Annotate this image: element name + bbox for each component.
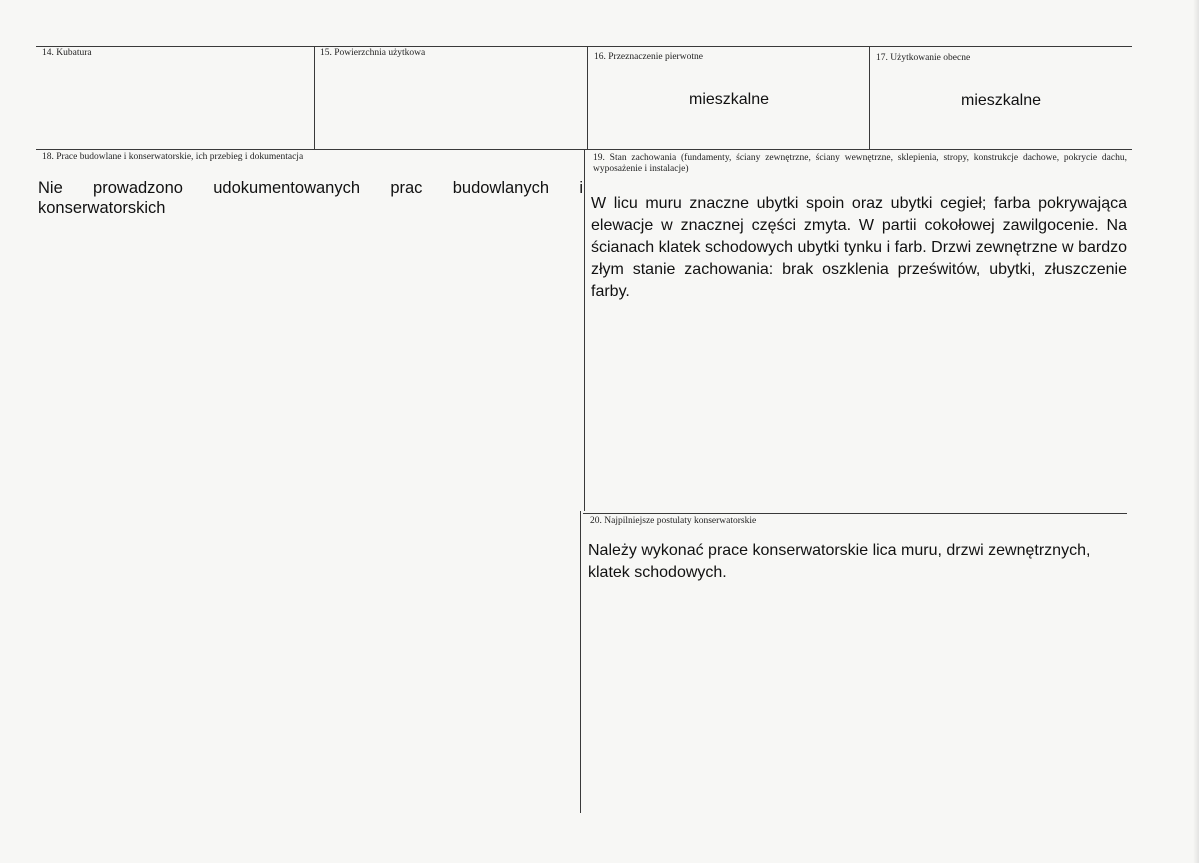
divider-16-17 bbox=[869, 46, 870, 150]
cell17-label: 17. Użytkowanie obecne bbox=[876, 53, 971, 63]
cell17-value: mieszkalne bbox=[960, 92, 1042, 109]
row1-top-rule bbox=[36, 46, 1132, 47]
divider-15-16 bbox=[587, 46, 588, 150]
cell19-label: 19. Stan zachowania (fundamenty, ściany zewnętrzne, ściany wewnętrzne, sklepienia, stropy, konstrukcje dachowe, pokrycie dachu, wyposażenie i instalacje) bbox=[593, 153, 1127, 174]
cell20-label: 20. Najpilniejsze postulaty konserwatorskie bbox=[590, 516, 757, 526]
scan-edge-shadow bbox=[1193, 0, 1199, 863]
cell18-value: Nie prowadzono udokumentowanych prac budowlanych i konserwatorskich bbox=[38, 179, 583, 217]
divider-18-19 bbox=[584, 149, 585, 511]
cell14-label: 14. Kubatura bbox=[42, 48, 92, 58]
cell15-label: 15. Powierzchnia użytkowa bbox=[320, 48, 426, 58]
cell16-value: mieszkalne bbox=[688, 91, 770, 108]
divider-18-20 bbox=[580, 511, 581, 813]
cell16-label: 16. Przeznaczenie pierwotne bbox=[594, 52, 703, 62]
cell20-value: Należy wykonać prace konserwatorskie lica muru, drzwi zewnętrznych, klatek schodowych. bbox=[588, 542, 1091, 581]
cell18-label: 18. Prace budowlane i konserwatorskie, ich przebieg i dokumentacja bbox=[42, 152, 304, 162]
cell19-value: W licu muru znaczne ubytki spoin oraz ubytki cegieł; farba pokrywająca elewacje w znacznej części zmyta. W partii cokołowej zawilgocenie. Na ścianach klatek schodowych ubytki tynku i farb. Drzwi zewnętrzne w bardzo złym stanie zachowania: brak oszklenia prześwitów, ubytki, złuszczenie farby. bbox=[591, 195, 1127, 300]
cell20-top-rule bbox=[583, 513, 1127, 514]
divider-14-15 bbox=[314, 46, 315, 150]
